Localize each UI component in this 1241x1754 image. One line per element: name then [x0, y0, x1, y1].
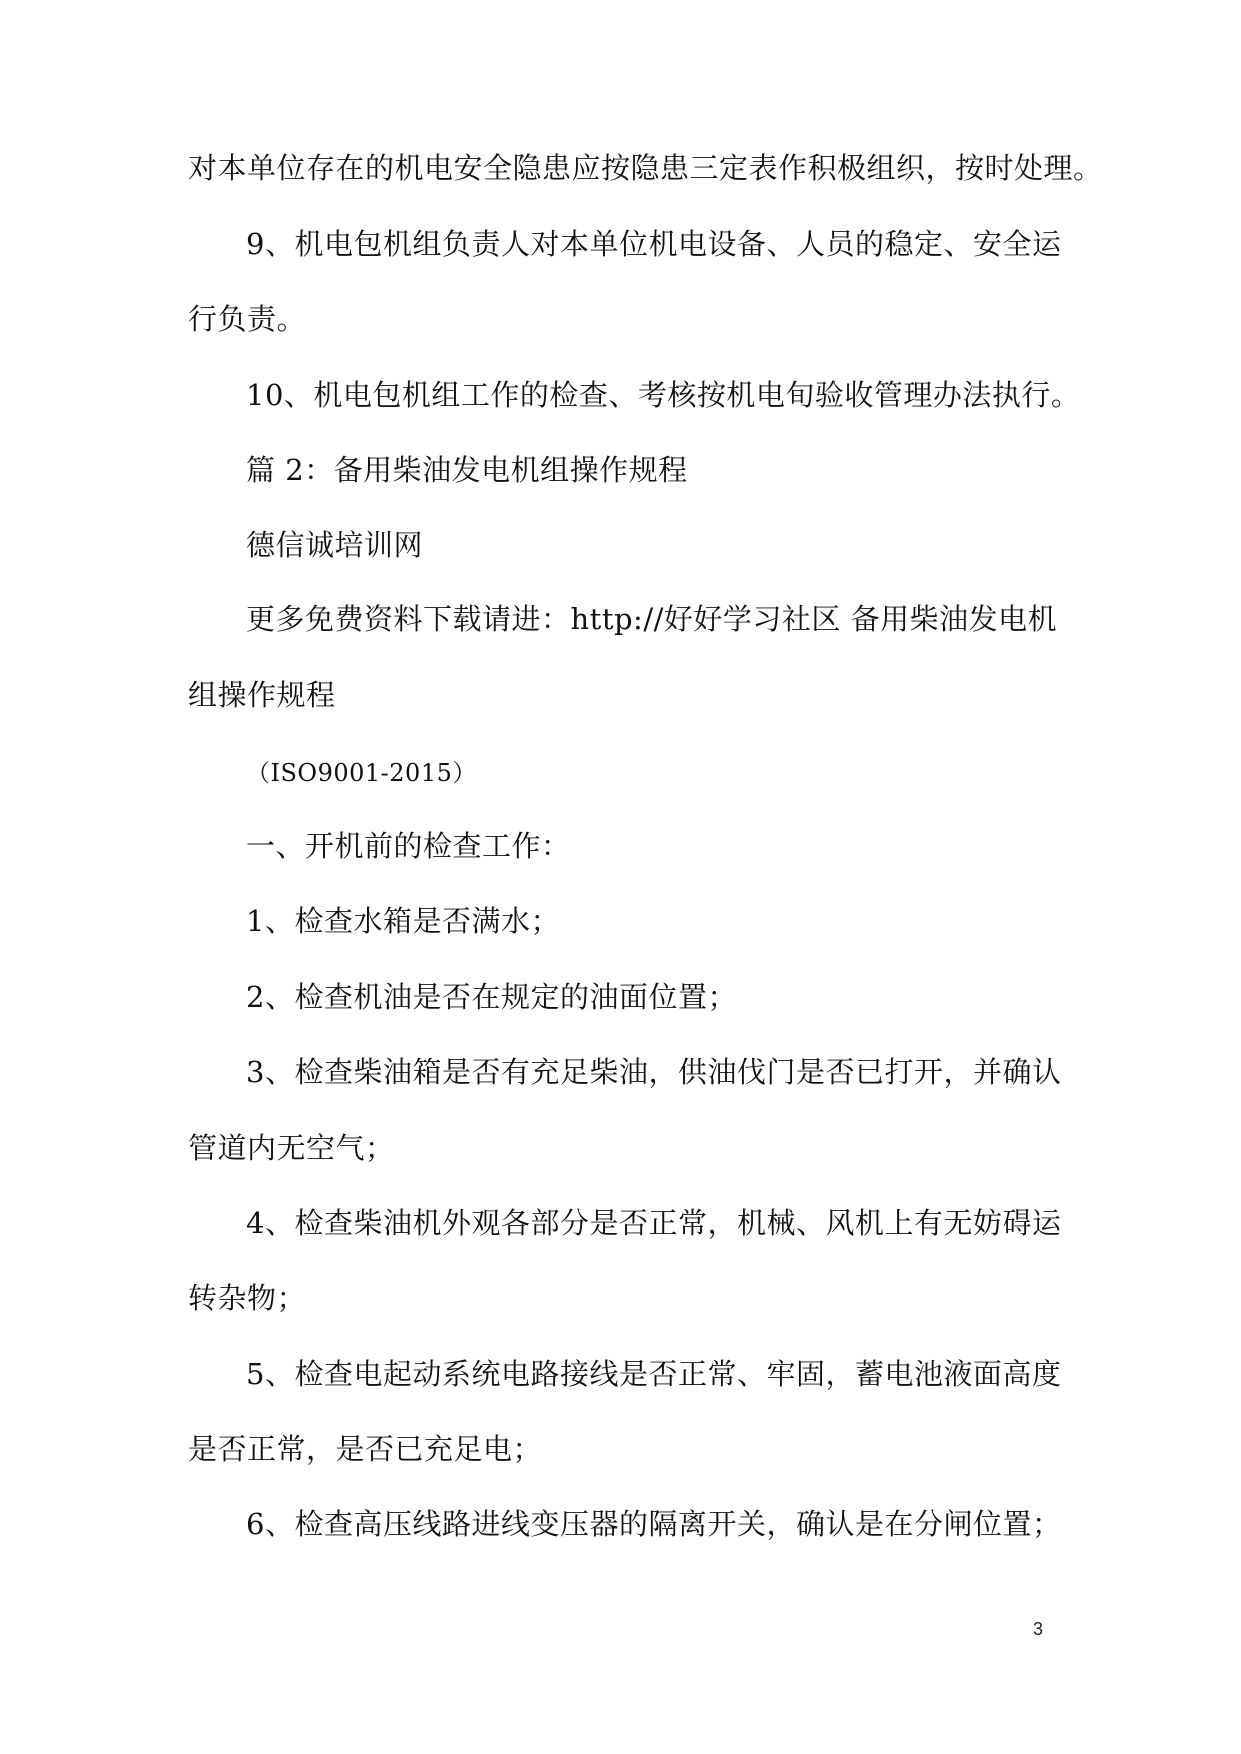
- list-item: 6、检查高压线路进线变压器的隔离开关，确认是在分闸位置；: [246, 1507, 1062, 1541]
- list-item: 1、检查水箱是否满水；: [246, 904, 560, 938]
- subsection-heading: 一、开机前的检查工作：: [246, 829, 571, 863]
- list-item: 2、检查机油是否在规定的油面位置；: [246, 980, 737, 1014]
- text-line: 行负责。: [188, 302, 307, 336]
- list-item: 4、检查柴油机外观各部分是否正常，机械、风机上有无妨碍运: [246, 1206, 1062, 1240]
- text-line: 9、机电包机组负责人对本单位机电设备、人员的稳定、安全运: [246, 227, 1062, 261]
- list-item: 3、检查柴油箱是否有充足柴油，供油伐门是否已打开，并确认: [246, 1055, 1062, 1089]
- list-item-continuation: 管道内无空气；: [188, 1131, 395, 1165]
- standard-reference: （ISO9001-2015）: [246, 759, 477, 787]
- text-line: 更多免费资料下载请进：http://好好学习社区 备用柴油发电机: [246, 602, 1058, 636]
- text-line: 对本单位存在的机电安全隐患应按隐患三定表作积极组织，按时处理。: [188, 151, 1103, 185]
- list-item: 5、检查电起动系统电路接线是否正常、牢固，蓄电池液面高度: [246, 1357, 1062, 1391]
- page-number: 3: [1033, 1619, 1044, 1639]
- list-item-continuation: 转杂物；: [188, 1281, 307, 1315]
- section-heading: 篇 2：备用柴油发电机组操作规程: [246, 453, 688, 487]
- list-item-continuation: 是否正常，是否已充足电；: [188, 1432, 543, 1466]
- text-line: 10、机电包机组工作的检查、考核按机电旬验收管理办法执行。: [246, 378, 1081, 412]
- text-line: 德信诚培训网: [246, 528, 424, 562]
- text-line: 组操作规程: [188, 678, 336, 712]
